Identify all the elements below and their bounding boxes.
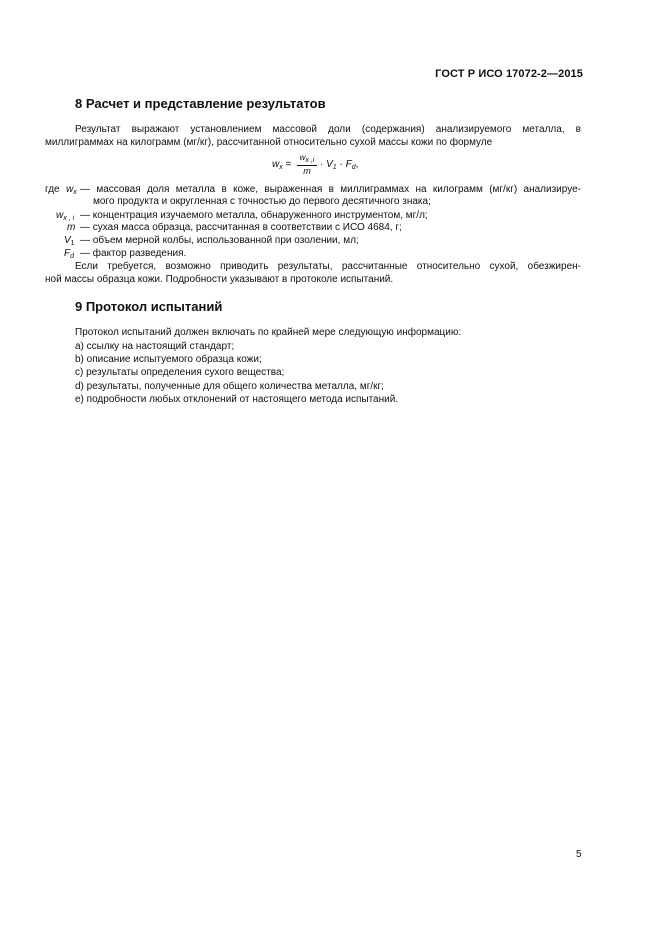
section-8-intro-line-2: миллиграммах на килограмм (мг/кг), рассчитанной относительно сухой массы кожи по формуле [45, 137, 493, 148]
term-symbol-wx: $w_x$ [66, 184, 77, 196]
section-9-title: 9 Протокол испытаний [75, 299, 223, 314]
term-symbol-wxi: $w_{x , i}$ [56, 210, 75, 222]
term-m-definition: — сухая масса образца, рассчитанная в соответствии с ИСО 4684, г; [80, 222, 402, 233]
term-wx-definition-line-2: мого продукта и округленная с точностью до первого десятичного знака; [93, 196, 431, 207]
formula-rhs: · $V_1 \cdot F_d$, [320, 159, 359, 171]
term-symbol-v1: $V_1$ [64, 235, 75, 247]
section-8-intro-line-1: Результат выражают установлением массовой доли (содержания) анализируемого металла, в [75, 124, 581, 135]
term-fd-definition: — фактор разведения. [80, 248, 187, 259]
document-code-header: ГОСТ Р ИСО 17072-2—2015 [435, 68, 583, 80]
section-9-intro: Протокол испытаний должен включать по крайней мере следующую информацию: [75, 327, 462, 338]
section-8-note-line-2: ной массы образца кожи. Подробности указывают в протоколе испытаний. [45, 274, 394, 285]
formula-lhs: $w_x$ = [272, 159, 292, 171]
formula-fraction [297, 153, 317, 176]
term-symbol-fd: $F_d$ [64, 248, 75, 260]
where-label: где [45, 184, 60, 195]
list-item: c) результаты определения сухого вещества; [75, 367, 285, 379]
list-item: b) описание испытуемого образца кожи; [75, 354, 262, 366]
term-v1-definition: — объем мерной колбы, использованной при озолении, мл; [80, 235, 359, 246]
list-item: e) подробности любых отклонений от настоящего метода испытаний. [75, 393, 399, 405]
section-8-title: 8 Расчет и представление результатов [75, 96, 326, 111]
section-8-note-line-1: Если требуется, возможно приводить результаты, рассчитанные относительно сухой, обезжирен- [75, 261, 581, 272]
term-wx-definition-line-1: — массовая доля металла в коже, выраженная в миллиграммах на килограмм (мг/кг) анализируе- [80, 184, 581, 195]
page-number: 5 [576, 849, 582, 860]
term-symbol-m: m [67, 222, 76, 233]
formula-numerator: $w_{x ,i}$ [297, 153, 317, 166]
section-9-list [75, 340, 398, 406]
term-wxi-definition: — концентрация изучаемого металла, обнаруженного инструментом, мг/л; [80, 210, 428, 221]
result-formula [272, 153, 392, 181]
list-item: d) результаты, полученные для общего количества металла, мг/кг; [75, 380, 384, 392]
list-item: a) ссылку на настоящий стандарт; [75, 341, 235, 352]
formula-denominator: m [303, 166, 311, 176]
